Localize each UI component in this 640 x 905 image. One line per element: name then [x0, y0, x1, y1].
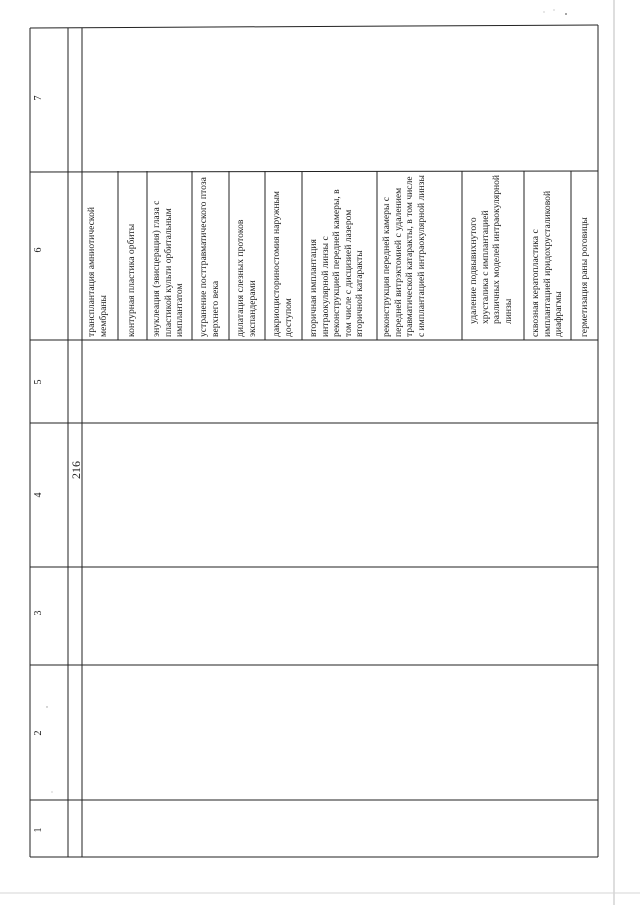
column-header-2: 2 — [33, 730, 44, 736]
column-header-5: 5 — [33, 379, 44, 385]
column-header-3: 3 — [33, 610, 44, 616]
column-header-6: 6 — [33, 247, 44, 253]
procedure-cell: реконструкция передней камеры с передней витрэктомией с удалением травматической катаракты, в том числе с имплантацией интраокулярной линзы — [381, 175, 427, 337]
procedure-cell: энуклеация (эвисцерация) глаза с пластикой культи орбитальным имплантатом — [151, 200, 185, 337]
procedure-cell: дакриоцисториностомия наружным доступом — [271, 191, 294, 337]
procedure-cell: вторичная имплантация интраокулярной линзы с реконструкцией передней камеры, в том числе с дисцизией лазером вторичной катаракты — [308, 189, 365, 337]
page-number: 216 — [69, 461, 83, 479]
procedure-cell: сквозная кератопластика с имплантацией иридохрусталиковой диафрагмы — [530, 190, 564, 337]
procedure-cell: устранение посттравматического птоза верхнего века — [198, 177, 221, 337]
procedure-cell: герметизация раны роговицы — [579, 217, 590, 337]
procedure-cell: контурная пластика орбиты — [126, 223, 137, 337]
column-header-4: 4 — [33, 492, 44, 498]
column-header-1: 1 — [33, 827, 44, 833]
procedure-cell: дилатация слезных протоков экспандерами — [235, 219, 258, 337]
procedure-cell: трансплантация амниотической мембраны — [86, 207, 109, 337]
column-header-7: 7 — [33, 95, 44, 101]
procedure-cell: удаление подвывихнутого хрусталика с имплантацией различных моделей интраокулярной линзы — [468, 174, 514, 324]
